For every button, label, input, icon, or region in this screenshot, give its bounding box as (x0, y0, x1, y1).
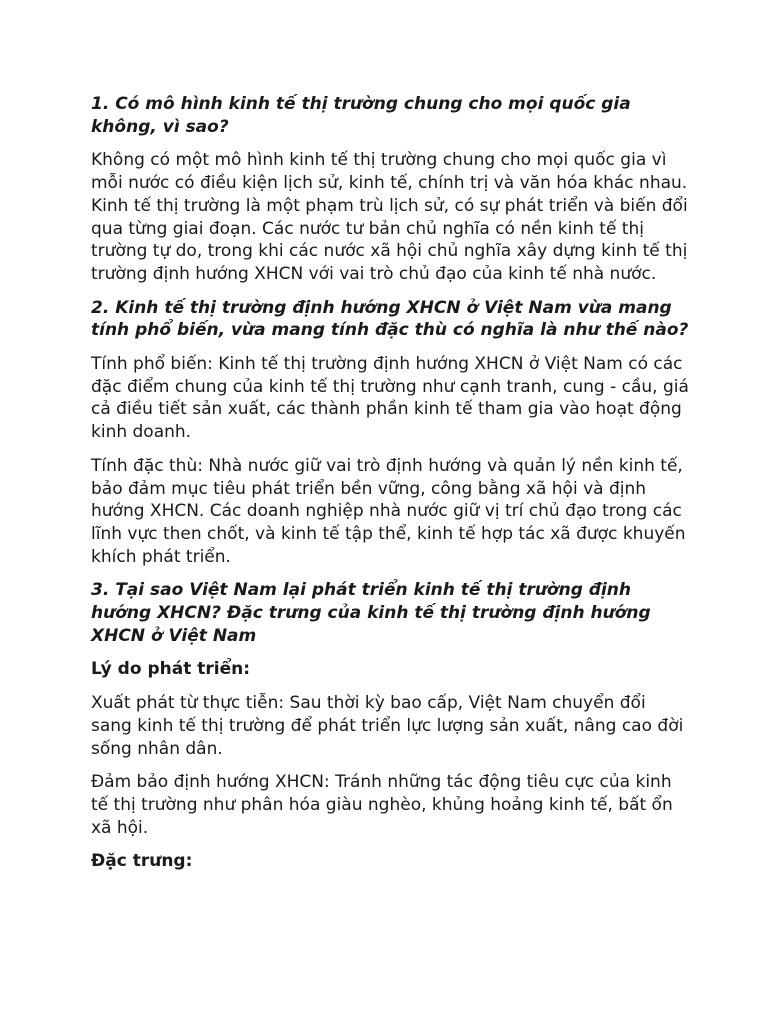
reasons-subheading: Lý do phát triển: (91, 659, 251, 680)
reason-2-paragraph: Đảm bảo định hướng XHCN: Tránh những tác động tiêu cực của kinh tế thị trường như phân hóa giàu nghèo, khủng hoảng kinh tế, bất ổn xã hội. (91, 772, 673, 838)
question-1-heading: 1. Có mô hình kinh tế thị trường chung cho mọi quốc gia không, vì sao? (91, 94, 631, 137)
answer-2-general-paragraph: Tính phổ biến: Kinh tế thị trường định hướng XHCN ở Việt Nam có các đặc điểm chung của kinh tế thị trường như cạnh tranh, cung - cầu, giá cả điều tiết sản xuất, các thành phần kinh tế tham gia vào hoạt động kinh doanh. (91, 354, 689, 443)
answer-2-specific-paragraph: Tính đặc thù: Nhà nước giữ vai trò định hướng và quản lý nền kinh tế, bảo đảm mục tiêu phát triển bền vững, công bằng xã hội và định hướng XHCN. Các doanh nghiệp nhà nước giữ vị trí chủ đạo trong các lĩnh vực then chốt, và kinh tế tập thể, kinh tế hợp tác xã được khuyến khích phát triển. (91, 455, 686, 567)
question-2-heading: 2. Kinh tế thị trường định hướng XHCN ở Việt Nam vừa mang tính phổ biến, vừa mang tính đặc thù có nghĩa là như thế nào? (91, 297, 689, 341)
document-page (91, 93, 691, 884)
answer-1-paragraph: Không có một mô hình kinh tế thị trường chung cho mọi quốc gia vì mỗi nước có điều kiện lịch sử, kinh tế, chính trị và văn hóa khác nhau. Kinh tế thị trường là một phạm trù lịch sử, có sự phát triển và biến đổi qua từng giai đoạn. Các nước tư bản chủ nghĩa có nền kinh tế thị trường tự do, trong khi các nước xã hội chủ nghĩa xây dựng kinh tế thị trường định hướng XHCN với vai trò chủ đạo của kinh tế nhà nước. (91, 150, 688, 284)
reason-1-paragraph: Xuất phát từ thực tiễn: Sau thời kỳ bao cấp, Việt Nam chuyển đổi sang kinh tế thị trường để phát triển lực lượng sản xuất, nâng cao đời sống nhân dân. (91, 693, 684, 759)
features-subheading: Đặc trưng: (91, 851, 193, 872)
question-3-heading: 3. Tại sao Việt Nam lại phát triển kinh tế thị trường định hướng XHCN? Đặc trưng của kinh tế thị trường định hướng XHCN ở Việt Nam (91, 580, 651, 646)
